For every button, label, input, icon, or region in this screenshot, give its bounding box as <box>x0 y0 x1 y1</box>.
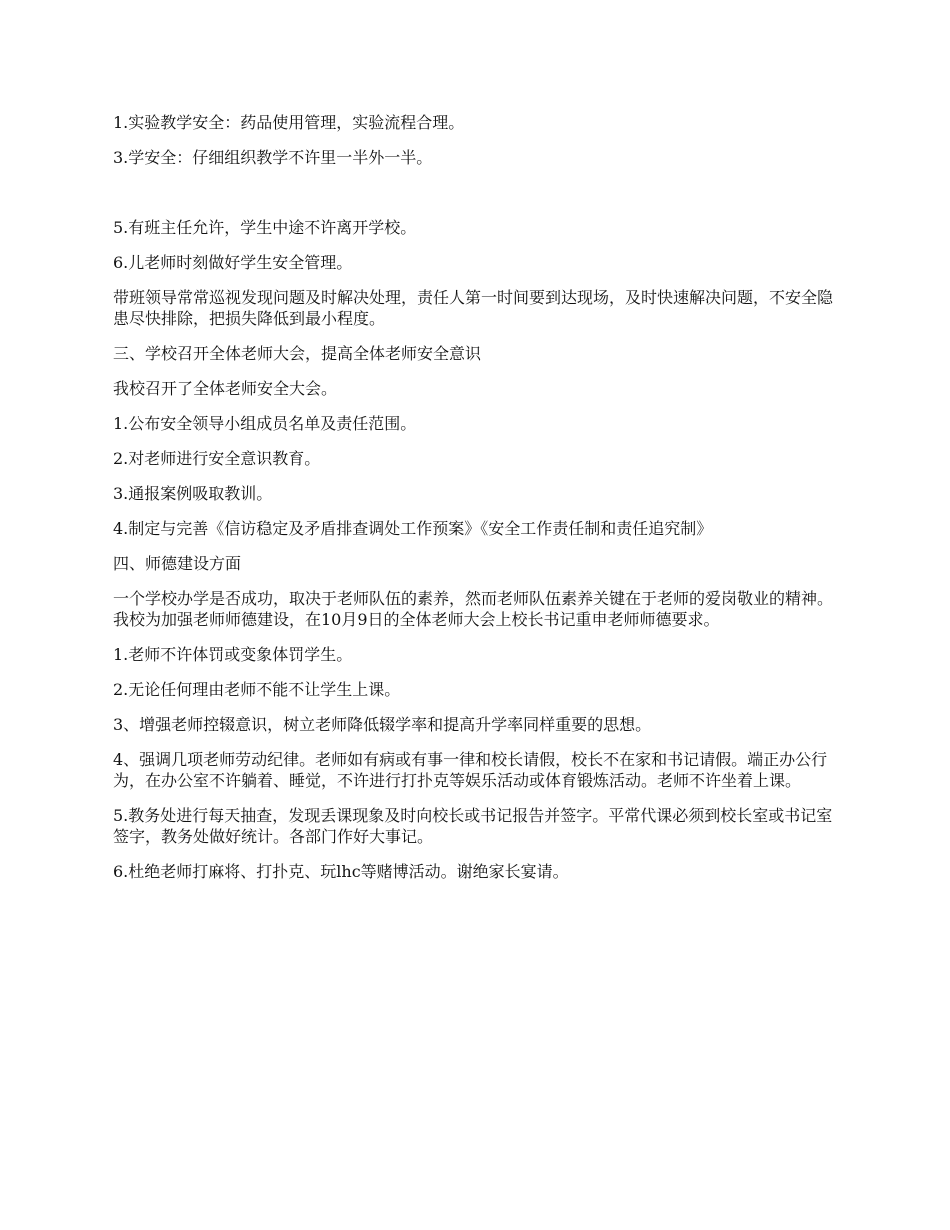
paragraph-12: 1.老师不许体罚或变象体罚学生。 <box>113 645 353 664</box>
section-heading-3: 三、学校召开全体老师大会，提高全体老师安全意识 <box>113 344 482 363</box>
paragraph-17: 6.杜绝老师打麻将、打扑克、玩lhc等赌博活动。谢绝家长宴请。 <box>113 862 569 881</box>
paragraph-6: 我校召开了全体老师安全大会。 <box>113 379 338 398</box>
paragraph-16: 5.教务处进行每天抽查，发现丢课现象及时向校长或书记报告并签字。平常代课必须到校长室或书记室签字，教务处做好统计。各部门作好大事记。 <box>113 806 833 846</box>
section-heading-4: 四、师德建设方面 <box>113 554 242 573</box>
paragraph-8: 2.对老师进行安全意识教育。 <box>113 449 321 468</box>
paragraph-2: 3.学安全：仔细组织教学不许里一半外一半。 <box>113 148 433 167</box>
paragraph-9: 3.通报案例吸取教训。 <box>113 484 273 503</box>
paragraph-11: 一个学校办学是否成功，取决于老师队伍的素养，然而老师队伍素养关键在于老师的爱岗敬业的精神。我校为加强老师师德建设，在10月9日的全体老师大会上校长书记重申老师师德要求。 <box>113 589 834 629</box>
paragraph-1: 1.实验教学安全：药品使用管理，实验流程合理。 <box>113 113 465 132</box>
paragraph-15: 4、强调几项老师劳动纪律。老师如有病或有事一律和校长请假，校长不在家和书记请假。端正办公行为，在办公室不许躺着、睡觉，不许进行打扑克等娱乐活动或体育锻炼活动。老师不许坐着上课。 <box>113 750 828 790</box>
document-page <box>113 112 843 896</box>
paragraph-3: 5.有班主任允许，学生中途不许离开学校。 <box>113 218 417 237</box>
paragraph-10: 4.制定与完善《信访稳定及矛盾排查调处工作预案》《安全工作责任制和责任追究制》 <box>113 519 713 538</box>
paragraph-5: 带班领导常常巡视发现问题及时解决处理，责任人第一时间要到达现场，及时快速解决问题，不安全隐患尽快排除，把损失降低到最小程度。 <box>113 288 834 328</box>
paragraph-4: 6.儿老师时刻做好学生安全管理。 <box>113 253 353 272</box>
paragraph-13: 2.无论任何理由老师不能不让学生上课。 <box>113 680 401 699</box>
paragraph-14: 3、增强老师控辍意识，树立老师降低辍学率和提高升学率同样重要的思想。 <box>113 715 652 734</box>
paragraph-7: 1.公布安全领导小组成员名单及责任范围。 <box>113 414 417 433</box>
